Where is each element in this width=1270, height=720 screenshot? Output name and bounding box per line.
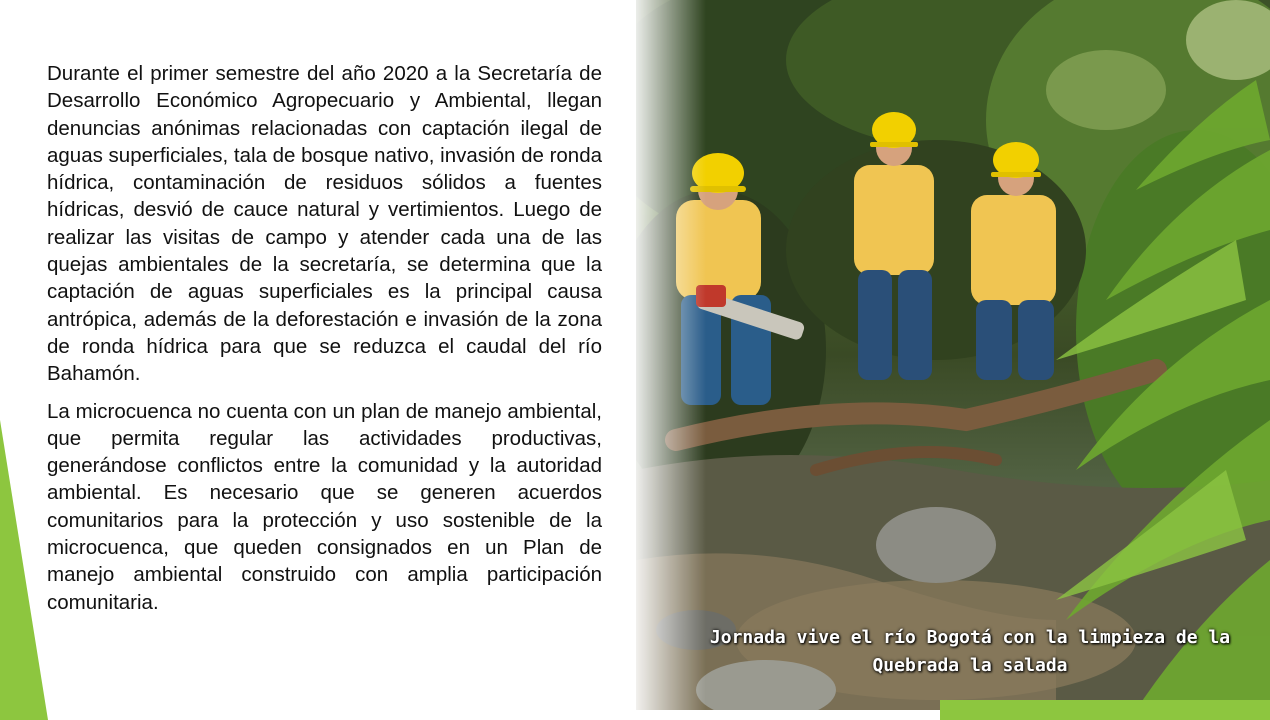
- photo-left-fade: [636, 0, 706, 710]
- paragraph-2: La microcuenca no cuenta con un plan de manejo ambiental, que permita regular las actividades productivas, generándose conflictos entre la comunidad y la autoridad ambiental. Es necesario que se generen acuerdos comunitarios para la protección y uso sostenible de la microcuenca, que queden consignados en un Plan de manejo ambiental construido con amplia participación comunitaria.: [47, 399, 602, 614]
- body-text: [47, 60, 602, 626]
- green-accent-left: [0, 420, 48, 720]
- green-accent-bottom: [940, 700, 1270, 720]
- photo-caption: [700, 624, 1240, 680]
- field-photo: [636, 0, 1270, 710]
- caption-line-1: Jornada vive el río Bogotá con la limpieza de la: [709, 627, 1231, 648]
- forest-workers-illustration: [636, 0, 1270, 710]
- caption-line-2: Quebrada la salada: [872, 655, 1068, 676]
- paragraph-1: Durante el primer semestre del año 2020 a la Secretaría de Desarrollo Económico Agropecuario y Ambiental, llegan denuncias anónimas relacionadas con captación ilegal de aguas superficiales, tala de bosque nativo, invasión de ronda hídrica, contaminación de residuos sólidos a fuentes hídricas, desvió de cauce natural y vertimientos. Luego de realizar las visitas de campo y atender cada una de las quejas ambientales de la secretaría, se determina que la captación de aguas superficiales es la principal causa antrópica, además de la deforestación e invasión de la zona de ronda hídrica para que se reduzca el caudal del río Bahamón.: [47, 62, 603, 386]
